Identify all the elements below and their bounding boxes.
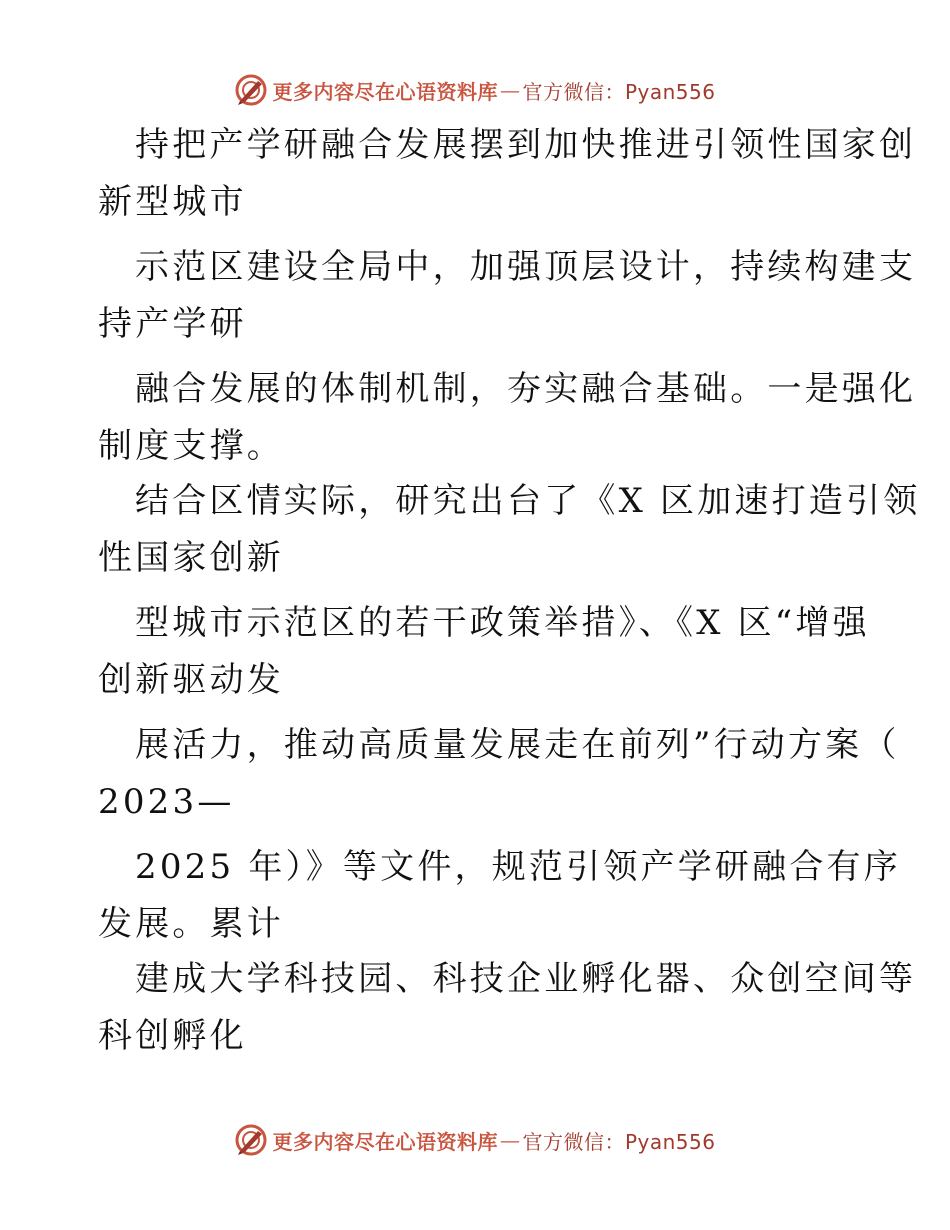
body-line: 创新驱动发 [98, 660, 284, 700]
body-line: 建成大学科技园、科技企业孵化器、众创空间等 [135, 959, 917, 999]
body-line: 发展。累计 [98, 904, 284, 944]
body-line: 新型城市 [98, 182, 247, 222]
banner-site-name: 更多内容尽在心语资料库 [272, 79, 498, 104]
body-line: 结合区情实际，研究出台了《X 区加速打造引领 [135, 481, 921, 521]
body-line: 2025 年）》等文件，规范引领产学研融合有序 [135, 847, 901, 887]
body-line: 2023— [98, 782, 235, 822]
pen-circle-logo-icon [234, 1123, 268, 1157]
body-line: 展活力，推动高质量发展走在前列”行动方案（ [135, 725, 900, 765]
header-banner-text [272, 76, 715, 105]
banner-site-name: 更多内容尽在心语资料库 [272, 1129, 498, 1154]
body-line: 性国家创新 [98, 538, 284, 578]
banner-wechat-id: 官方微信：Pyan556 [522, 1129, 716, 1154]
body-line: 制度支撑。 [98, 426, 284, 466]
body-line: 持产学研 [98, 304, 247, 344]
pen-circle-logo-icon [234, 73, 268, 107]
footer-watermark-banner [0, 1118, 950, 1162]
body-line: 型城市示范区的若干政策举措》、《X 区“增强 [135, 603, 870, 643]
body-line: 持把产学研融合发展摆到加快推进引领性国家创 [135, 125, 917, 165]
banner-separator: — [499, 1128, 521, 1152]
body-line: 示范区建设全局中，加强顶层设计，持续构建支 [135, 247, 917, 287]
banner-wechat-id: 官方微信：Pyan556 [522, 79, 716, 104]
footer-banner-text [272, 1126, 715, 1155]
body-line: 科创孵化 [98, 1016, 247, 1056]
body-line: 融合发展的体制机制，夯实融合基础。一是强化 [135, 369, 917, 409]
header-watermark-banner [0, 68, 950, 112]
banner-separator: — [499, 78, 521, 102]
